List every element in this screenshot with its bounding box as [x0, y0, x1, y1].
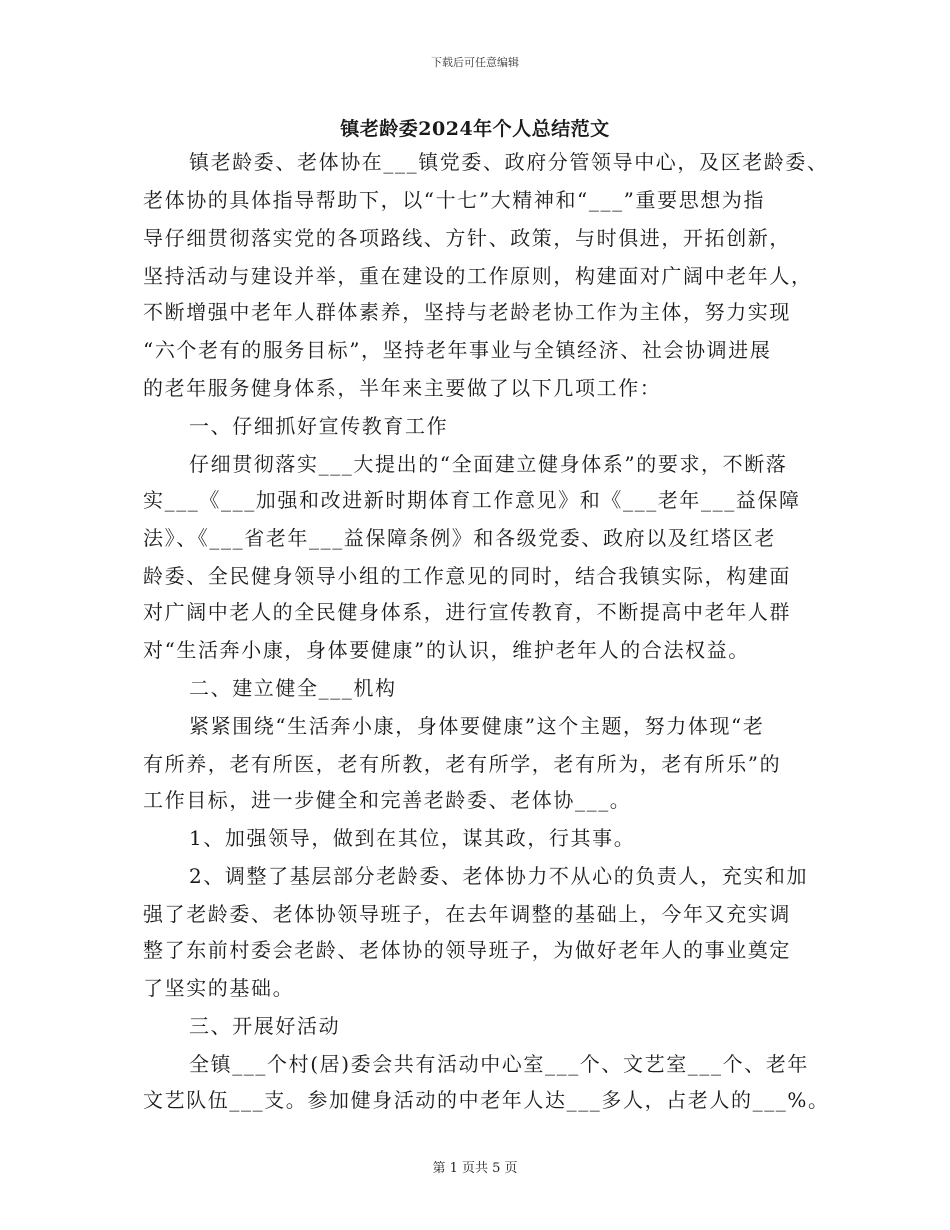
paragraph-line: 镇老龄委、老体协在___镇党委、政府分管领导中心，及区老龄委、 — [189, 150, 829, 174]
paragraph-line: 实___《___加强和改进新时期体育工作意见》和《___老年___益保障 — [143, 488, 801, 512]
paragraph-line: 仔细贯彻落实___大提出的“全面建立健身体系”的要求，不断落 — [189, 452, 788, 476]
paragraph-line: 整了东前村委会老龄、老体协的领导班子，为做好老年人的事业奠定 — [143, 938, 791, 962]
paragraph-line: 对广阔中老人的全民健身体系，进行宣传教育，不断提高中老年人群 — [143, 600, 791, 624]
paragraph-line: 导仔细贯彻落实党的各项路线、方针、政策，与时俱进，开拓创新， — [143, 226, 791, 250]
list-item: 1、加强领导，做到在其位，谋其政，行其事。 — [189, 826, 636, 850]
paragraph-line: 的老年服务健身体系，半年来主要做了以下几项工作： — [143, 376, 662, 400]
list-item: 2、调整了基层部分老龄委、老体协力不从心的负责人，充实和加 — [189, 864, 809, 888]
section-heading: 二、建立健全___机构 — [189, 676, 397, 700]
paragraph-line: 文艺队伍___支。参加健身活动的中老年人达___多人，占老人的___%。 — [143, 1088, 830, 1112]
paragraph-line: 紧紧围绕“生活奔小康，身体要健康”这个主题，努力体现“老 — [189, 714, 765, 738]
section-heading: 一、仔细抓好宣传教育工作 — [189, 414, 449, 438]
section-heading: 三、开展好活动 — [189, 1014, 341, 1038]
paragraph-line: “六个老有的服务目标”，坚持老年事业与全镇经济、社会协调进展 — [143, 338, 772, 362]
paragraph-line: 不断增强中老年人群体素养，坚持与老龄老协工作为主体，努力实现 — [143, 300, 791, 324]
document-title: 镇老龄委2024年个人总结范文 — [340, 118, 610, 140]
paragraph-line: 工作目标，进一步健全和完善老龄委、老体协___。 — [143, 788, 632, 812]
paragraph-line: 对“生活奔小康，身体要健康”的认识，维护老年人的合法权益。 — [143, 638, 750, 662]
page-footer: 第 1 页共 5 页 — [432, 1161, 518, 1176]
paragraph-line: 有所养，老有所医，老有所教，老有所学，老有所为，老有所乐”的 — [143, 752, 782, 776]
paragraph-line: 全镇___个村(居)委会共有活动中心室___个、文艺室___个、老年 — [189, 1052, 810, 1076]
header-note: 下载后可任意编辑 — [431, 56, 519, 69]
paragraph-line: 坚持活动与建设并举，重在建设的工作原则，构建面对广阔中老年人， — [143, 264, 813, 288]
paragraph-line: 强了老龄委、老体协领导班子，在去年调整的基础上，今年又充实调 — [143, 902, 791, 926]
paragraph-line: 了坚实的基础。 — [143, 976, 295, 1000]
paragraph-line: 老体协的具体指导帮助下，以“十七”大精神和“___”重要思想为指 — [143, 188, 766, 212]
paragraph-line: 龄委、全民健身领导小组的工作意见的同时，结合我镇实际，构建面 — [143, 564, 791, 588]
paragraph-line: 法》、《___省老年___益保障条例》和各级党委、政府以及红塔区老 — [143, 526, 776, 550]
